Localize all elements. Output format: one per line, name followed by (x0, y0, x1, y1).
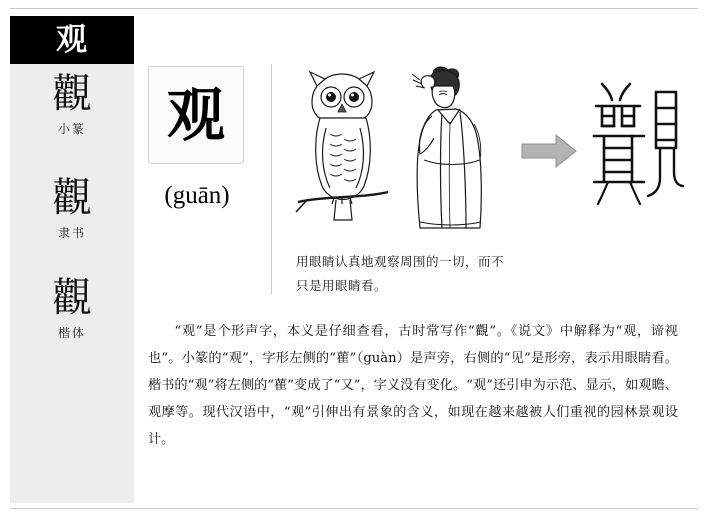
seal-script-character-icon (594, 84, 684, 204)
vertical-divider (271, 64, 272, 294)
script-label-seal: 小篆 (57, 122, 86, 136)
script-variant-clerical (10, 175, 134, 241)
pinyin-label: (guān) (164, 182, 230, 209)
headword-banner: 观 (10, 16, 134, 64)
owl-icon (296, 72, 388, 220)
script-variant-regular (10, 275, 134, 341)
bottom-divider (10, 508, 698, 509)
modern-character-glyph: 观 (166, 81, 225, 149)
script-glyph-regular: 觀 (52, 275, 92, 321)
right-arrow-icon (522, 135, 576, 167)
illustration-panel (284, 62, 684, 247)
script-label-regular: 楷体 (57, 326, 86, 340)
person-icon (412, 67, 481, 228)
modern-character-box (148, 66, 244, 164)
top-divider (10, 8, 698, 9)
caption-line-1: 用眼睛认真地观察周围的一切，而不 (296, 254, 505, 269)
illustration-caption (296, 250, 596, 298)
script-label-clerical: 隶书 (57, 226, 86, 240)
script-glyph-seal: 觀 (52, 71, 92, 117)
body-paragraph: “观”是个形声字，本义是仔细查看，古时常写作“觀”。《说文》中解释为“观，谛视也”。小篆的“观”，字形左侧的“雚”（guàn）是声旁，右侧的“见”是形旁，表示用眼睛看。楷书的“观”将左侧的“雚”变成了“又”，字义没有变化。“观”还引申为示范、显示，如观瞻、观摩等。现代汉语中，“观”引伸出有景象的含义，如现在越来越被人们重视的园林景观设计。 (148, 324, 678, 448)
script-glyph-clerical: 觀 (52, 175, 92, 221)
script-variant-seal (10, 71, 134, 137)
caption-line-2: 只是用眼睛看。 (296, 277, 388, 293)
